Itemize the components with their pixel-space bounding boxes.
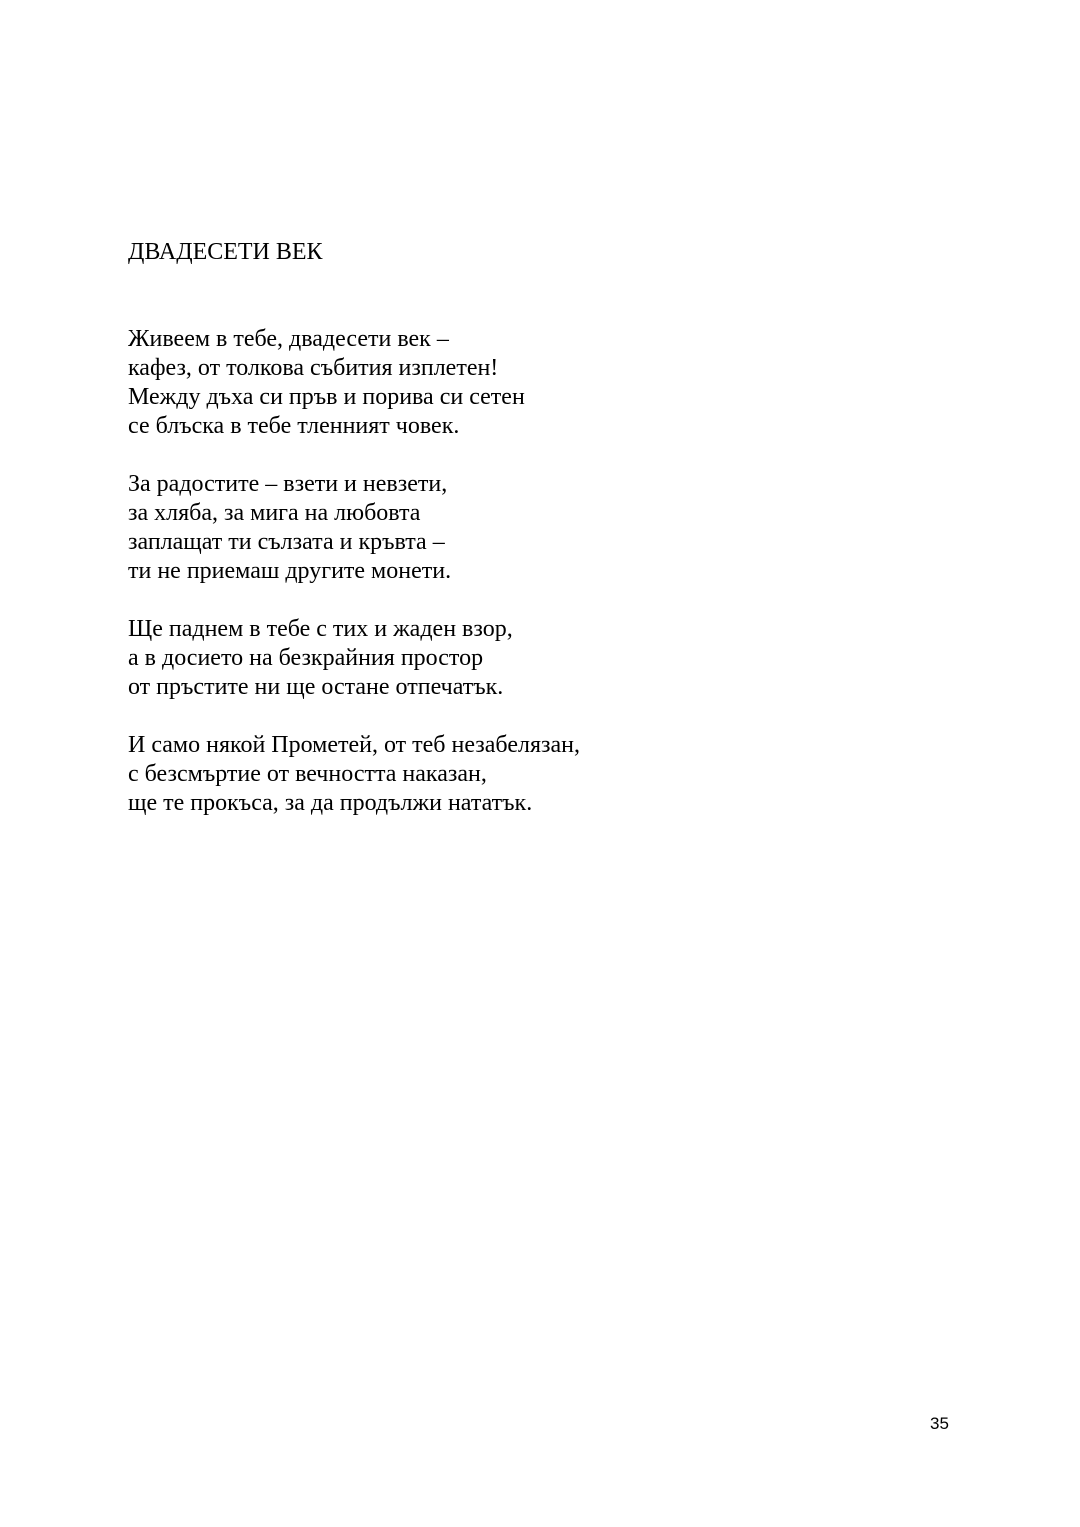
poem-line: а в досието на безкрайния простор [128, 645, 484, 671]
poem-line: И само някой Прометей, от теб незабелязан, [128, 732, 580, 758]
poem-line: за хляба, за мига на любовта [128, 500, 421, 526]
poem-line: с безсмъртие от вечността наказан, [128, 761, 487, 787]
poem-line: кафез, от толкова събития изплетен! [128, 355, 499, 381]
poem-line: Ще паднем в тебе с тих и жаден взор, [128, 616, 513, 642]
stanza-4 [128, 731, 928, 818]
poem-line: Между дъха си пръв и порива си сетен [128, 384, 525, 410]
stanza-1 [128, 325, 928, 441]
stanza-3 [128, 615, 928, 702]
poem-title: ДВАДЕСЕТИ ВЕК [128, 239, 323, 265]
poem-line: Живеем в тебе, двадесети век – [128, 326, 449, 352]
poem-line: от пръстите ни ще остане отпечатък. [128, 674, 504, 700]
poem-body [128, 325, 928, 847]
poem-line: ти не приемаш другите монети. [128, 558, 452, 584]
poem-line: За радостите – взети и невзети, [128, 471, 448, 497]
poem-line: се блъска в тебе тленният човек. [128, 413, 460, 439]
stanza-2 [128, 470, 928, 586]
poem-line: заплащат ти сълзата и кръвта – [128, 529, 445, 555]
poem-line: ще те прокъса, за да продължи нататък. [128, 790, 533, 816]
page-number: 35 [930, 1414, 949, 1433]
